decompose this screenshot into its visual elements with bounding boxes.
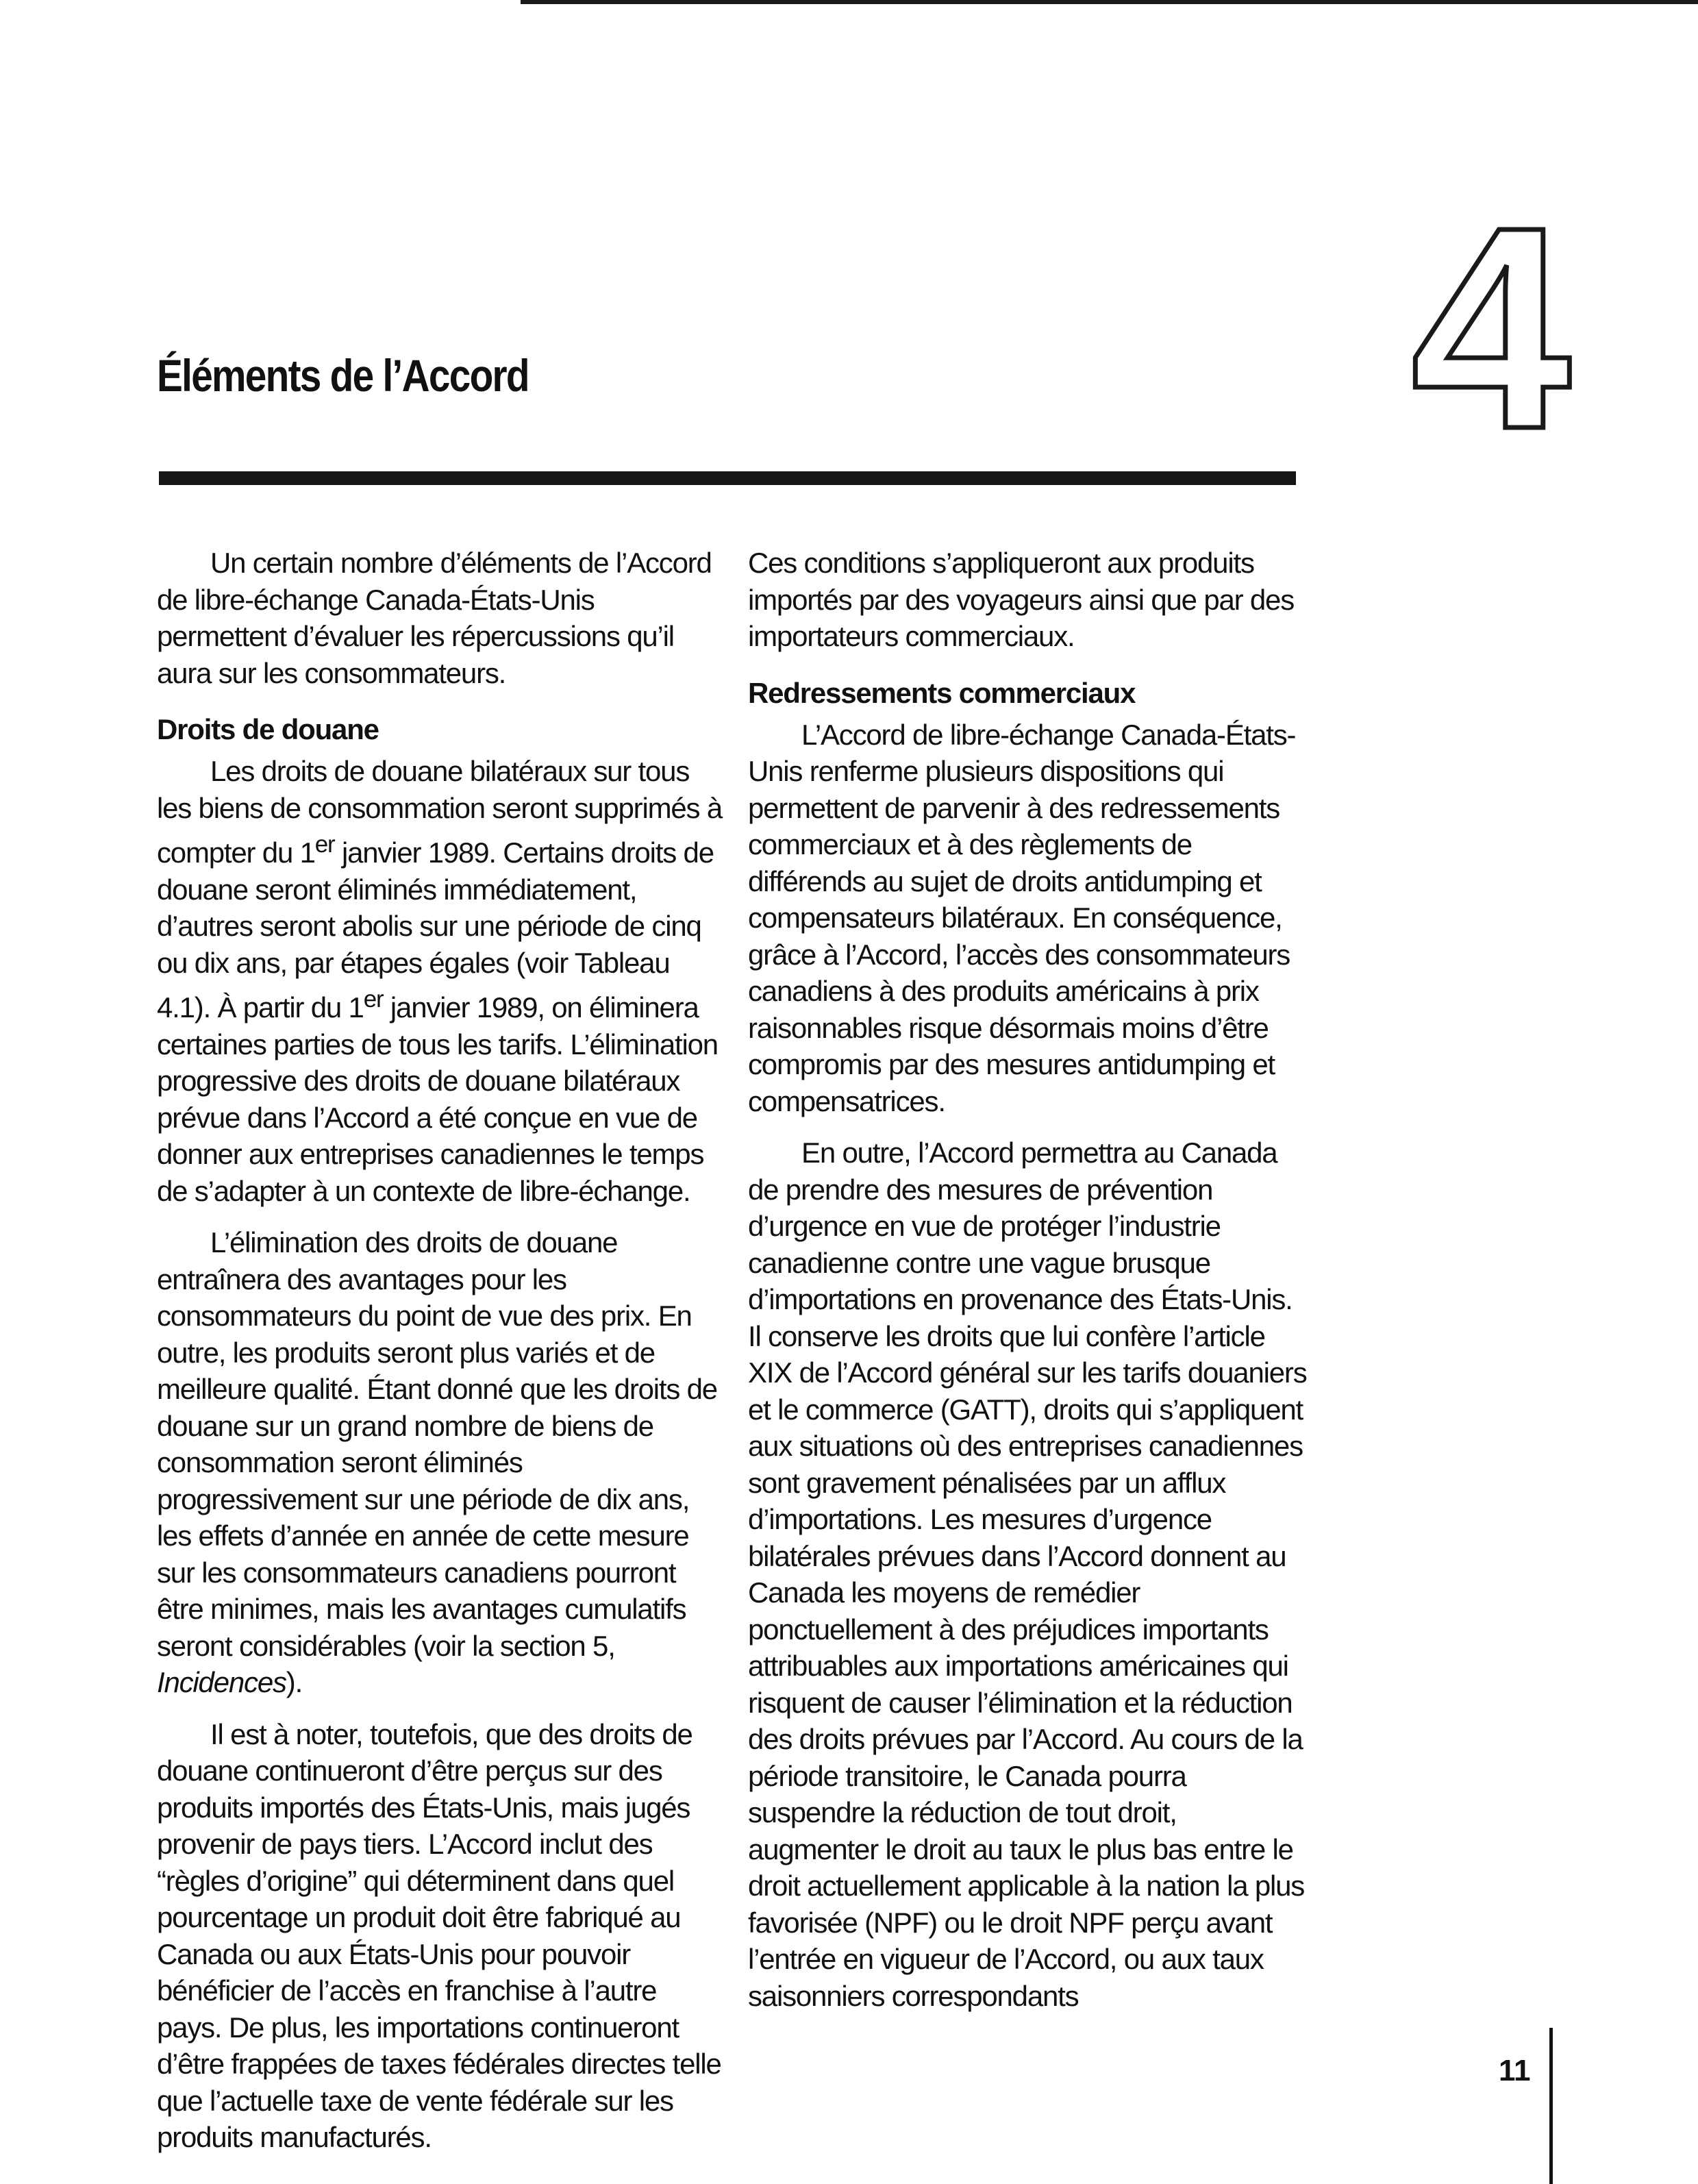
text-segment: janvier 1989. Certains droits de douane seront éliminés immédiatement, d’autres seront abolis sur une période de cinq ou dix ans, par étapes égales (voir Tableau 4.1). À partir du 1: [157, 836, 714, 1023]
superscript: er: [314, 831, 335, 858]
paragraph-redressements-1: L’Accord de libre-échange Canada-États-Unis renferme plusieurs dispositions qui permettent de parvenir à des redressements commerciaux et à des règlements de différends au sujet de droits antidumping et compensateurs bilatéraux. En conséquence, grâce à l’Accord, l’accès des consommateurs canadiens à des produits américains à prix raisonnables risque désormais moins d’être compromis par des mesures antidumping et compensatrices.: [748, 718, 1296, 1117]
paragraph-droits-3: Il est à noter, toutefois, que des droits de douane continueront d’être perçus sur des produits importés des États-Unis, mais jugés provenir de pays tiers. L’Accord inclut des “règles d’origine” qui déterminent dans quel pourcentage un produit doit être fabriqué au Canada ou aux États-Unis pour pouvoir bénéficier de l’accès en franchise à l’autre pays. De plus, les importations continueront d’être frappées de taxes fédérales directes telle que l’actuelle taxe de vente fédérale sur les produits manufacturés.: [157, 1717, 721, 2153]
intro-paragraph: Un certain nombre d’éléments de l’Accord de libre-échange Canada-États-Unis permettent d’évaluer les répercussions qu’il aura sur les consommateurs.: [157, 547, 712, 689]
paragraph-continuation: Ces conditions s’appliqueront aux produits importés par des voyageurs ainsi que par des importateurs commerciaux.: [748, 547, 1295, 652]
text-segment: ).: [286, 1666, 303, 1698]
superscript: er: [363, 986, 384, 1013]
right-column: [748, 545, 1310, 2029]
chapter-number: 4: [1411, 168, 1571, 489]
paragraph-droits-1: [157, 753, 725, 1209]
page-number: 11: [1499, 2054, 1531, 2087]
title-rule: [159, 471, 1296, 485]
heading-droits-de-douane: Droits de douane: [157, 713, 379, 745]
page-title: Éléments de l’Accord: [157, 350, 529, 401]
paragraph-droits-2: [157, 1224, 725, 1701]
italic-reference: Incidences: [157, 1666, 286, 1698]
text-segment: janvier 1989, on éliminera certaines parties de tous les tarifs. L’élimination progressive des droits de douane bilatéraux prévue dans l’Accord a été conçue en vue de donner aux entreprises canadiennes le temps de s’adapter à un contexte de libre-échange.: [157, 991, 718, 1207]
heading-redressements-commerciaux: Redressements commerciaux: [748, 676, 1136, 709]
paragraph-redressements-2: En outre, l’Accord permettra au Canada de prendre des mesures de prévention d’urgence en vue de protéger l’industrie canadienne contre une vague brusque d’importations en provenance des États-Unis. Il conserve les droits que lui confère l’article XIX de l’Accord général sur les tarifs douaniers et le commerce (GATT), droits qui s’appliquent aux situations où des entreprises canadiennes sont gravement pénalisées par un afflux d’importations. Les mesures d’urgence bilatérales prévues dans l’Accord donnent au Canada les moyens de remédier ponctuellement à des préjudices importants attribuables aux importations américaines qui risquent de causer l’élimination et la réduction des droits prévues par l’Accord. Au cours de la période transitoire, le Canada pourra suspendre la réduction de tout droit, augmenter le droit au taux le plus bas entre le droit actuellement applicable à la nation la plus favorisée (NPF) ou le droit NPF perçu avant l’entrée en vigueur de l’Accord, ou aux taux saisonniers correspondants: [748, 1137, 1307, 2012]
left-column: [157, 545, 725, 2171]
text-segment: L’élimination des droits de douane entraînera des avantages pour les consommateurs du point de vue des prix. En outre, les produits seront plus variés et de meilleure qualité. Étant donné que les droits de douane sur un grand nombre de biens de consommation seront éliminés progressivement sur une période de dix ans, les effets d’année en année de cette mesure sur les consommateurs canadiens pourront être minimes, mais les avantages cumulatifs seront considérables (voir la section 5,: [157, 1226, 717, 1662]
text-segment: Les droits de douane bilatéraux sur tous les biens de consommation seront supprimés à compter du 1: [157, 755, 722, 869]
top-rule: [521, 0, 1698, 4]
page-edge-rule: [1549, 2028, 1553, 2184]
